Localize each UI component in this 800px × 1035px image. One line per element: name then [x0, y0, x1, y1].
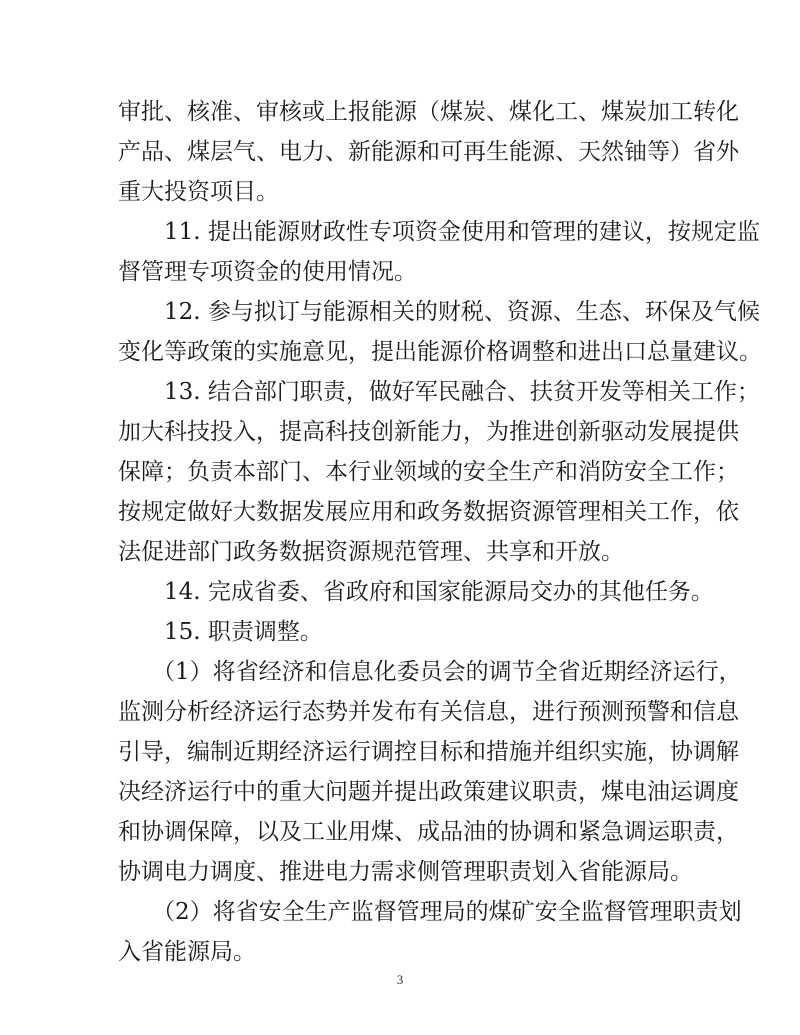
text-line: （2）将省安全生产监督管理局的煤矿安全监督管理职责划 — [152, 899, 742, 925]
text-line: 决经济运行中的重大问题并提出政策建议职责，煤电油运调度 — [118, 779, 739, 805]
text-line: 13. 结合部门职责，做好军民融合、扶贫开发等相关工作； — [164, 379, 760, 405]
text-line: 审批、核准、审核或上报能源（煤炭、煤化工、煤炭加工转化 — [118, 99, 739, 125]
text-line: 入省能源局。 — [118, 939, 256, 965]
text-line: 协调电力调度、推进电力需求侧管理职责划入省能源局。 — [118, 859, 693, 885]
text-line: 重大投资项目。 — [118, 179, 279, 205]
text-line: 按规定做好大数据发展应用和政务数据资源管理相关工作，依 — [118, 499, 739, 525]
text-line: 监测分析经济运行态势并发布有关信息，进行预测预警和信息 — [118, 699, 739, 725]
text-line: 法促进部门政务数据资源规范管理、共享和开放。 — [118, 539, 624, 565]
text-line: 11. 提出能源财政性专项资金使用和管理的建议，按规定监 — [164, 219, 760, 245]
text-line: 引导，编制近期经济运行调控目标和措施并组织实施，协调解 — [118, 739, 739, 765]
text-line: 加大科技投入，提高科技创新能力，为推进创新驱动发展提供 — [118, 419, 739, 445]
text-line: 督管理专项资金的使用情况。 — [118, 259, 417, 285]
text-line: 15. 职责调整。 — [164, 619, 323, 645]
page-number: 3 — [396, 972, 404, 987]
text-line: 产品、煤层气、电力、新能源和可再生能源、天然铀等）省外 — [118, 139, 739, 165]
text-line: （1）将省经济和信息化委员会的调节全省近期经济运行， — [152, 659, 742, 685]
text-line: 14. 完成省委、省政府和国家能源局交办的其他任务。 — [164, 579, 714, 605]
text-line: 12. 参与拟订与能源相关的财税、资源、生态、环保及气候 — [164, 299, 760, 325]
text-line: 和协调保障，以及工业用煤、成品油的协调和紧急调运职责， — [118, 819, 739, 845]
text-line: 变化等政策的实施意见，提出能源价格调整和进出口总量建议。 — [118, 339, 762, 365]
text-line: 保障；负责本部门、本行业领域的安全生产和消防安全工作； — [118, 459, 739, 485]
